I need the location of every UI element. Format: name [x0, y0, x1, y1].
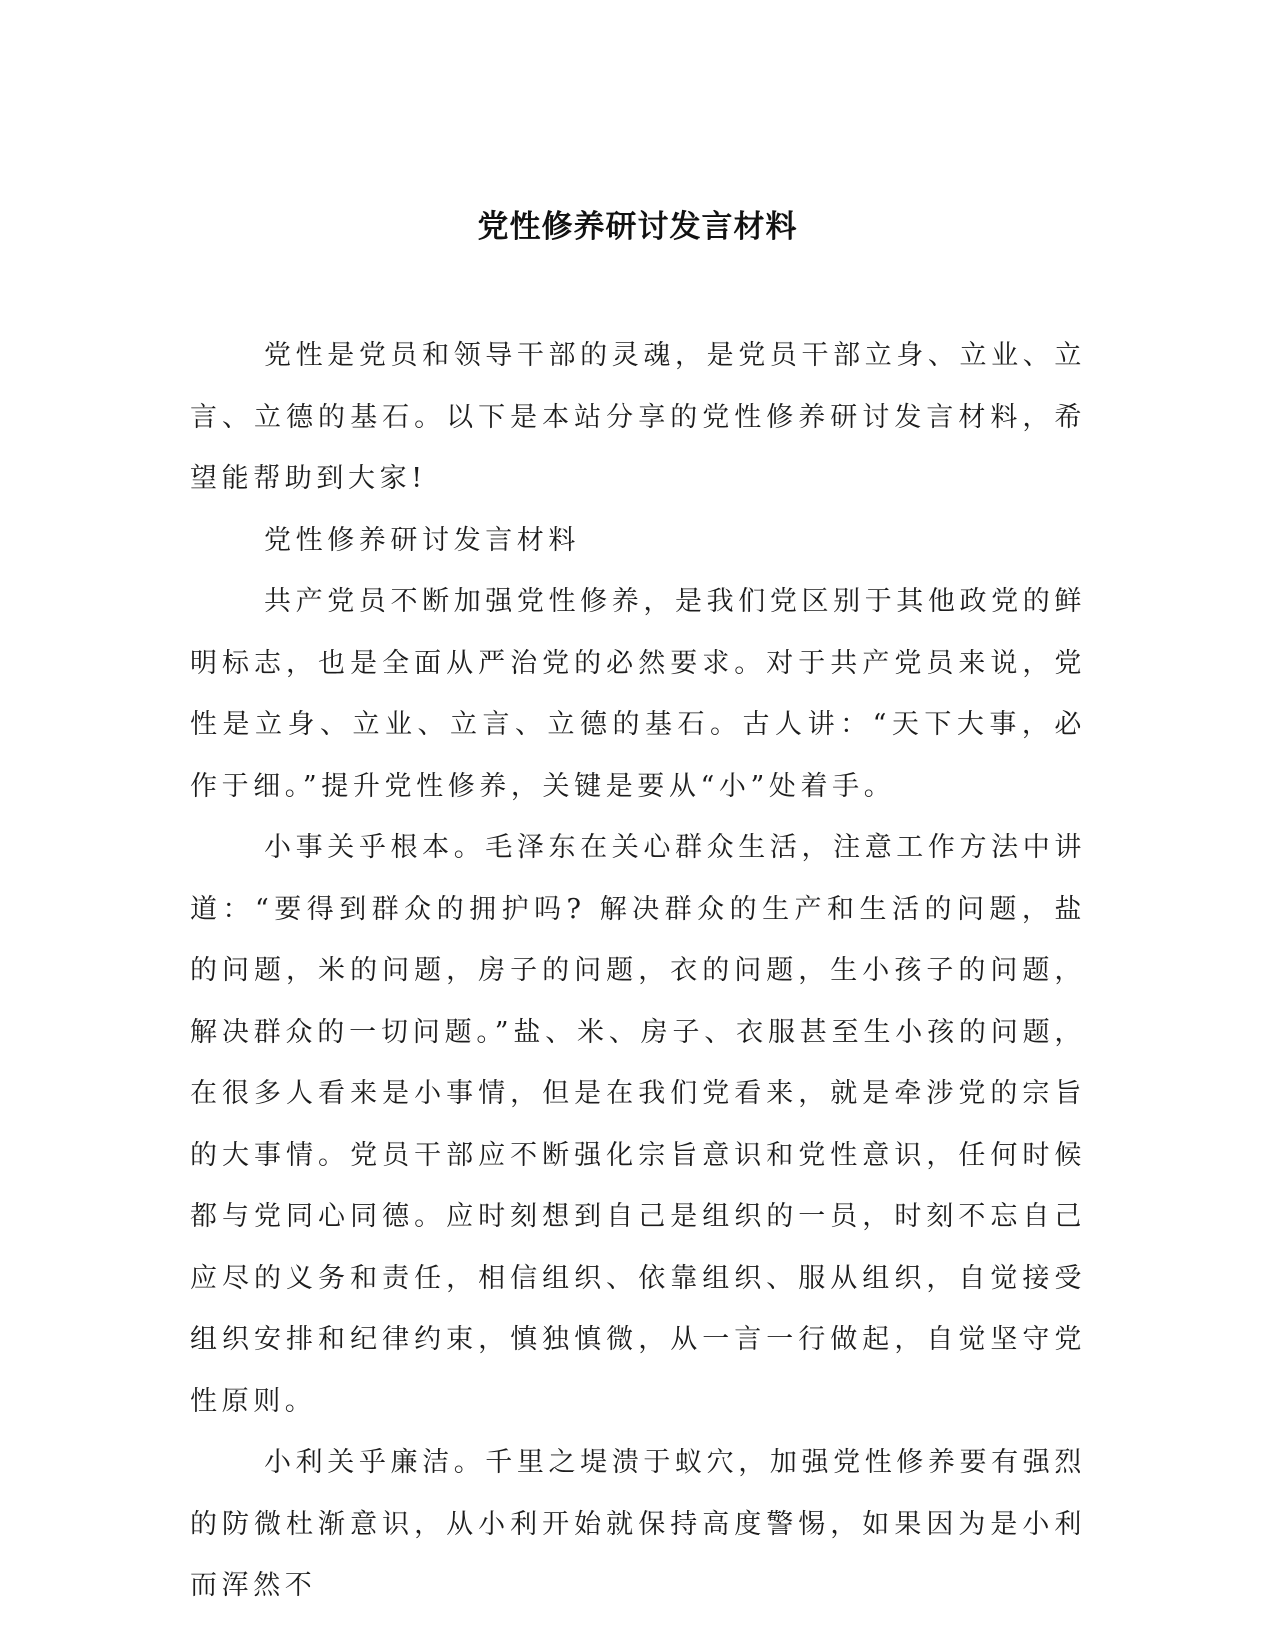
document-body [190, 325, 1086, 1617]
paragraph-small-matters: 小事关乎根本。毛泽东在关心群众生活，注意工作方法中讲道：“要得到群众的拥护吗? 解决群众的生产和生活的问题，盐的问题，米的问题，房子的问题，衣的问题，生小孩子的问题，解决群众的一切问题。”盐、米、房子、衣服甚至生小孩的问题，在很多人看来是小事情，但是在我们党看来，就是牵涉党的宗旨的大事情。党员干部应不断强化宗旨意识和党性意识，任何时候都与党同心同德。应时刻想到自己是组织的一员，时刻不忘自己应尽的义务和责任，相信组织、依靠组织、服从组织，自觉接受组织安排和纪律约束，慎独慎微，从一言一行做起，自觉坚守党性原则。 [190, 832, 1086, 1417]
document-title: 党性修养研讨发言材料 [477, 209, 798, 245]
paragraph-party-spirit: 共产党员不断加强党性修养，是我们党区别于其他政党的鲜明标志，也是全面从严治党的必然要求。对于共产党员来说，党性是立身、立业、立言、立德的基石。古人讲：“天下大事，必作于细。”提升党性修养，关键是要从“小”处着手。 [190, 586, 1086, 802]
paragraph-small-benefits: 小利关乎廉洁。千里之堤溃于蚁穴，加强党性修养要有强烈的防微杜渐意识，从小利开始就保持高度警惕，如果因为是小利而浑然不 [190, 1447, 1086, 1601]
paragraph-intro: 党性是党员和领导干部的灵魂，是党员干部立身、立业、立言、立德的基石。以下是本站分享的党性修养研讨发言材料，希望能帮助到大家! [190, 340, 1086, 494]
paragraph-subtitle: 党性修养研讨发言材料 [264, 524, 580, 556]
